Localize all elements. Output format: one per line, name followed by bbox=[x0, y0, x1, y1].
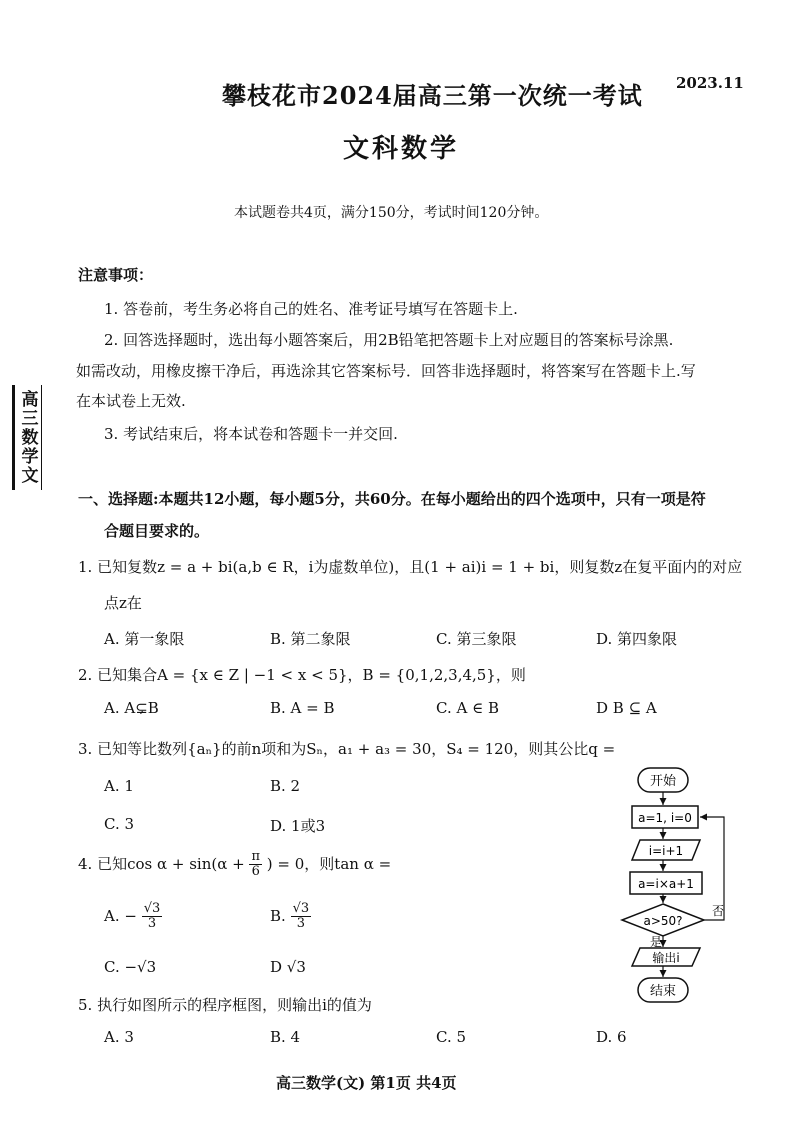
q4-stem bbox=[78, 850, 391, 880]
flow-yes-label: 是 bbox=[650, 935, 663, 949]
q2-option-d: D B ⊆ A bbox=[596, 699, 657, 717]
q1-stem-line1: 1. 已知复数z = a + bi(a,b ∈ R，i为虚数单位)，且(1 + ai)i = 1 + bi，则复数z在复平面内的对应 bbox=[78, 558, 743, 576]
q3-option-c: C. 3 bbox=[104, 815, 135, 833]
flow-step1-text: i=i+1 bbox=[648, 844, 684, 858]
notice-item-2-line3: 在本试卷上无效. bbox=[76, 392, 186, 410]
exam-title: 攀枝花市2024届高三第一次统一考试 bbox=[222, 81, 643, 110]
q2-option-b: B. A = B bbox=[270, 699, 335, 717]
notice-item-3: 3. 考试结束后，将本试卷和答题卡一并交回. bbox=[104, 425, 398, 443]
q5-option-c: C. 5 bbox=[436, 1028, 467, 1046]
notice-item-1: 1. 答卷前，考生务必将自己的姓名、准考证号填写在答题卡上. bbox=[104, 300, 518, 318]
q2-stem: 2. 已知集合A = {x ∈ Z | −1 < x < 5}，B = {0,1,2,3,4,5}，则 bbox=[78, 666, 526, 684]
notice-item-2-line1: 2. 回答选择题时，选出每小题答案后，用2B铅笔把答题卡上对应题目的答案标号涂黑. bbox=[104, 331, 674, 349]
notice-item-2-line2: 如需改动，用橡皮擦干净后，再选涂其它答案标号．回答非选择题时，将答案写在答题卡上.写 bbox=[76, 362, 696, 380]
q4-option-d: D √3 bbox=[270, 958, 306, 976]
q3-stem: 3. 已知等比数列{aₙ}的前n项和为Sₙ，a₁ + a₃ = 30，S₄ = 120，则其公比q = bbox=[78, 740, 616, 758]
q4-option-b-num: √3 bbox=[292, 901, 310, 916]
flow-output-text: 输出i bbox=[652, 951, 680, 965]
q5-option-a: A. 3 bbox=[104, 1028, 134, 1046]
q4-option-b bbox=[270, 902, 311, 932]
q4-option-a-sign: − bbox=[124, 906, 137, 925]
q1-stem-line2: 点z在 bbox=[104, 594, 142, 612]
q3-option-a: A. 1 bbox=[104, 777, 134, 795]
q1-option-b: B. 第二象限 bbox=[270, 630, 351, 648]
q4-option-b-label: B. bbox=[270, 906, 286, 925]
q4-stem-prefix: 4. 已知cos α + sin(α + bbox=[78, 854, 245, 873]
flow-decision-text: a>50? bbox=[643, 914, 683, 928]
q4-option-a bbox=[104, 902, 162, 932]
notice-heading: 注意事项： bbox=[78, 266, 154, 284]
flow-no-label: 否 bbox=[712, 904, 725, 918]
flow-step2-text: a=i×a+1 bbox=[638, 877, 694, 891]
section1-heading-line1: 一、选择题:本题共12小题，每小题5分，共60分。在每小题给出的四个选项中，只有一项是符 bbox=[78, 490, 706, 508]
q4-pi-over-6 bbox=[249, 850, 262, 880]
flow-start-text: 开始 bbox=[649, 774, 677, 789]
q4-option-a-frac bbox=[142, 902, 163, 932]
exam-subject: 文科数学 bbox=[343, 134, 460, 164]
flow-end-text: 结束 bbox=[649, 984, 677, 999]
q4-option-a-label: A. bbox=[104, 906, 120, 925]
q2-option-a: A. A⊊B bbox=[104, 699, 159, 717]
q4-frac-den: 6 bbox=[251, 864, 260, 880]
q4-option-a-num: √3 bbox=[143, 901, 161, 916]
q2-option-c: C. A ∈ B bbox=[436, 699, 499, 717]
q4-option-b-den: 3 bbox=[296, 916, 305, 932]
page-footer: 高三数学(文) 第1页 共4页 bbox=[276, 1074, 457, 1092]
section1-heading-line2: 合题目要求的。 bbox=[104, 522, 210, 540]
q1-option-c: C. 第三象限 bbox=[436, 630, 517, 648]
q4-stem-suffix: ) = 0，则tan α = bbox=[266, 854, 392, 873]
side-tab-label: 高三数学文 bbox=[17, 390, 38, 485]
q5-option-d: D. 6 bbox=[596, 1028, 627, 1046]
q4-option-b-frac bbox=[291, 902, 312, 932]
q1-option-a: A. 第一象限 bbox=[104, 630, 185, 648]
q5-option-b: B. 4 bbox=[270, 1028, 301, 1046]
q4-frac-num: π bbox=[251, 849, 261, 864]
q4-option-c: C. −√3 bbox=[104, 958, 157, 976]
q1-option-d: D. 第四象限 bbox=[596, 630, 678, 648]
exam-info: 本试题卷共4页，满分150分，考试时间120分钟。 bbox=[234, 205, 549, 221]
q5-stem: 5. 执行如图所示的程序框图，则输出i的值为 bbox=[78, 996, 372, 1014]
q3-option-b: B. 2 bbox=[270, 777, 301, 795]
q3-option-d: D. 1或3 bbox=[270, 817, 326, 835]
exam-date: 2023.11 bbox=[676, 74, 744, 92]
flow-init-text: a=1, i=0 bbox=[638, 811, 692, 825]
q4-option-a-den: 3 bbox=[147, 916, 157, 932]
side-tab bbox=[12, 385, 42, 490]
program-flowchart bbox=[612, 760, 762, 1020]
